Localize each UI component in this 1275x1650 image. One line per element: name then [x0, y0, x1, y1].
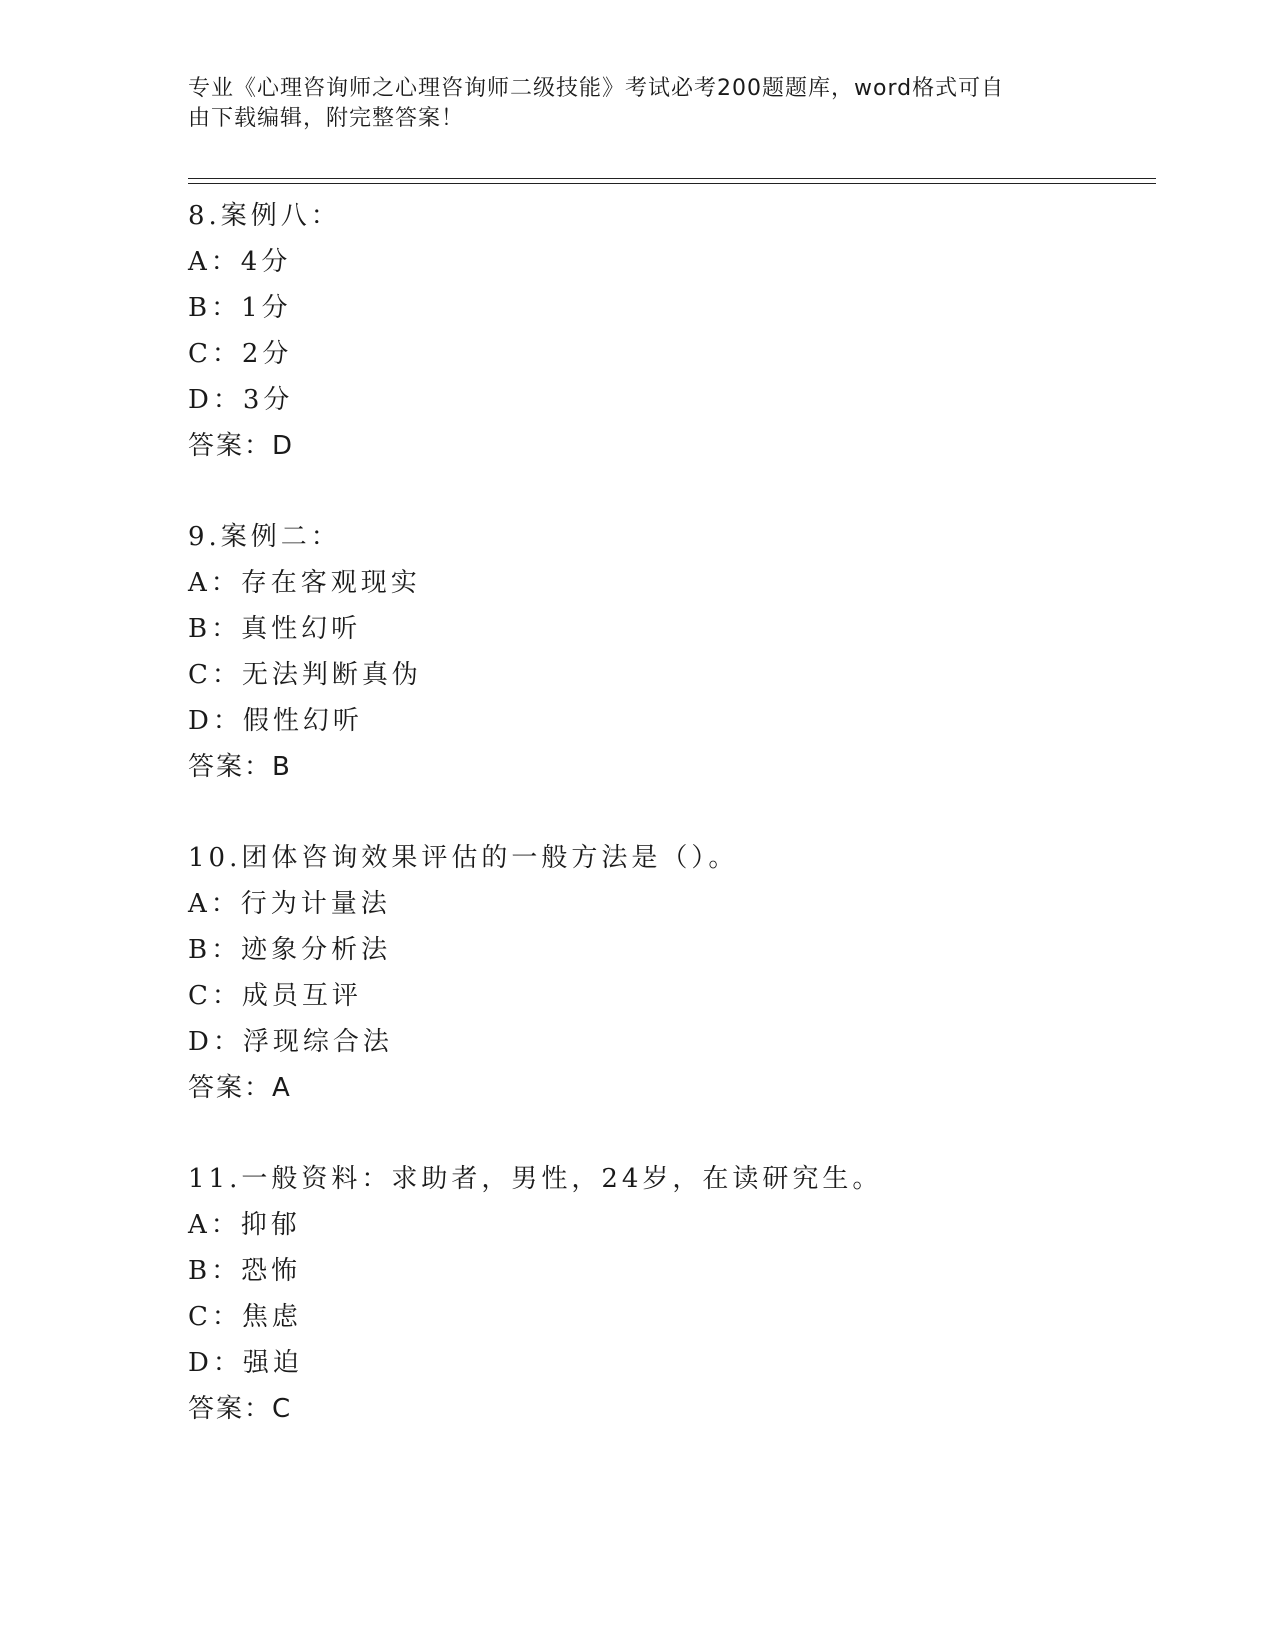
header-line-2: 由下载编辑，附完整答案！: [188, 106, 465, 131]
question-9: [188, 514, 1148, 790]
option-b: B：迹象分析法: [188, 935, 392, 965]
question-10: [188, 835, 1148, 1111]
answer-line: 答案：A: [188, 1073, 292, 1103]
option-b: B：恐怖: [188, 1256, 302, 1286]
option-a: A：抑郁: [188, 1210, 301, 1240]
question-list: [188, 193, 1148, 1477]
option-c: C：无法判断真伪: [188, 660, 422, 690]
answer-line: 答案：D: [188, 431, 295, 461]
option-d: D：强迫: [188, 1348, 303, 1378]
option-a: A：行为计量法: [188, 889, 391, 919]
option-d: D：假性幻听: [188, 706, 363, 736]
option-d: D：3分: [188, 385, 294, 415]
header-divider-bottom: [188, 183, 1156, 184]
question-8: [188, 193, 1148, 469]
question-stem: 11.一般资料：求助者，男性，24岁，在读研究生。: [188, 1164, 883, 1194]
option-c: C：2分: [188, 339, 293, 369]
option-b: B：真性幻听: [188, 614, 362, 644]
question-stem: 10.团体咨询效果评估的一般方法是（）。: [188, 843, 739, 873]
question-11: [188, 1156, 1148, 1432]
header-divider-top: [188, 178, 1156, 179]
document-header: [188, 74, 1068, 134]
option-c: C：成员互评: [188, 981, 362, 1011]
answer-line: 答案：C: [188, 1394, 293, 1424]
option-d: D：浮现综合法: [188, 1027, 393, 1057]
question-stem: 8.案例八：: [188, 201, 341, 231]
option-a: A：存在客观现实: [188, 568, 421, 598]
header-line-1: 专业《心理咨询师之心理咨询师二级技能》考试必考200题题库，word格式可自: [188, 76, 1005, 101]
option-b: B：1分: [188, 293, 292, 323]
answer-line: 答案：B: [188, 752, 292, 782]
option-a: A：4分: [188, 247, 292, 277]
question-stem: 9.案例二：: [188, 522, 341, 552]
option-c: C：焦虑: [188, 1302, 302, 1332]
